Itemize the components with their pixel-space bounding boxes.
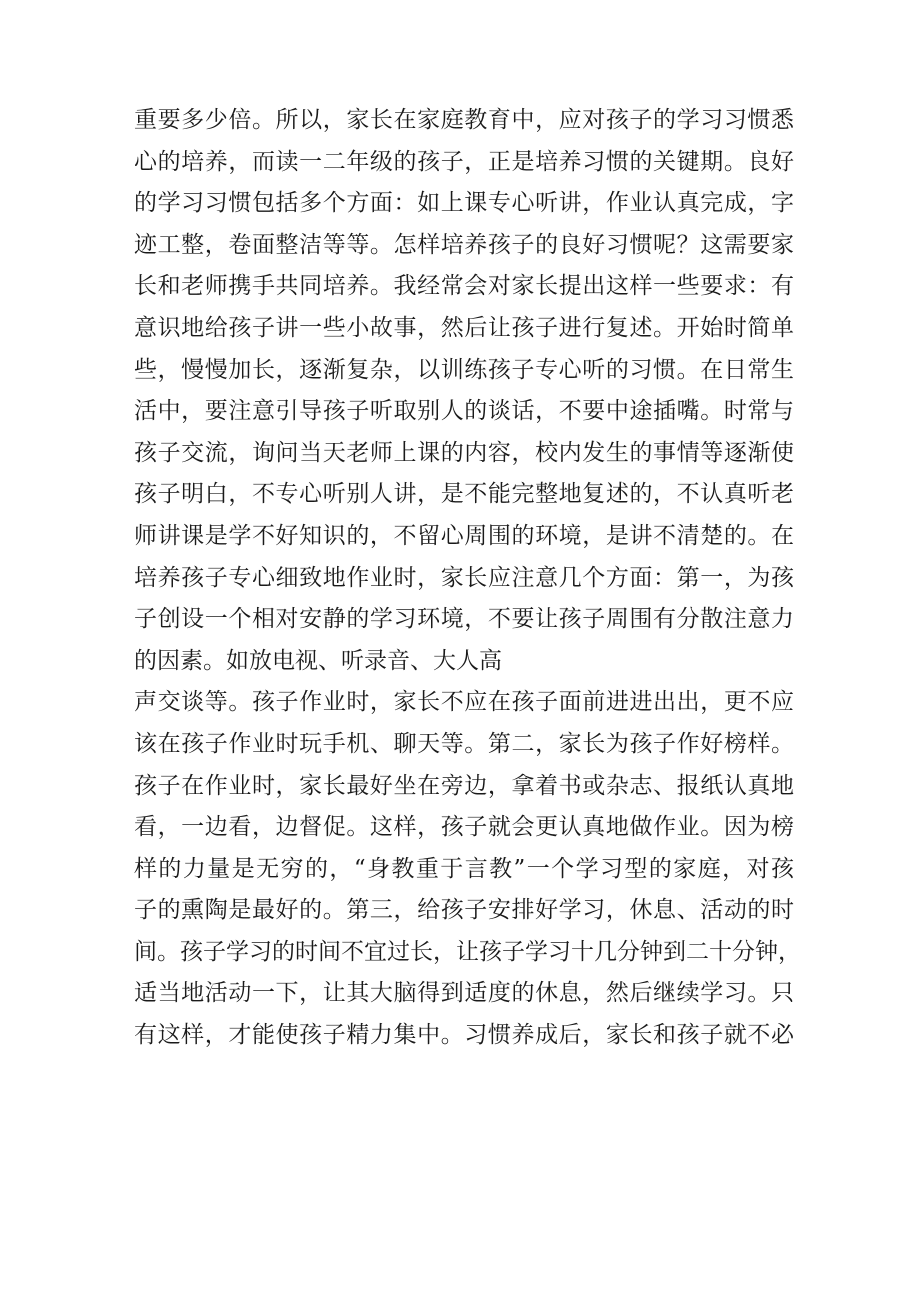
text-line: 心的培养，而读一二年级的孩子，正是培养习惯的关键期。良好 [134,148,794,175]
text-line: 该在孩子作业时玩手机、聊天等。第二，家长为孩子作好榜样。 [134,730,794,757]
text-line: 师讲课是学不好知识的，不留心周围的环境，是讲不清楚的。在 [134,522,794,549]
text-line: 子创设一个相对安静的学习环境，不要让孩子周围有分散注意力 [134,606,794,633]
text-line: 适当地活动一下，让其大脑得到适度的休息，然后继续学习。只 [134,980,794,1007]
text-line: 些，慢慢加长，逐渐复杂，以训练孩子专心听的习惯。在日常生 [134,356,794,383]
text-line: 长和老师携手共同培养。我经常会对家长提出这样一些要求：有 [134,273,794,300]
text-line: 活中，要注意引导孩子听取别人的谈话，不要中途插嘴。时常与 [134,398,794,425]
text-line: 迹工整，卷面整洁等等。怎样培养孩子的良好习惯呢？这需要家 [134,231,794,258]
text-line: 样的力量是无穷的，“身教重于言教”一个学习型的家庭，对孩 [134,855,794,882]
text-line: 的学习习惯包括多个方面：如上课专心听讲，作业认真完成，字 [134,190,794,217]
text-line: 孩子在作业时，家长最好坐在旁边，拿着书或杂志、报纸认真地 [134,772,794,799]
text-line: 间。孩子学习的时间不宜过长，让孩子学习十几分钟到二十分钟， [134,938,801,965]
text-line: 培养孩子专心细致地作业时，家长应注意几个方面：第一，为孩 [134,564,794,591]
text-line: 看，一边看，边督促。这样，孩子就会更认真地做作业。因为榜 [134,814,794,841]
text-line: 的因素。如放电视、听录音、大人高 [134,647,502,674]
text-line: 意识地给孩子讲一些小故事，然后让孩子进行复述。开始时简单 [134,314,794,341]
body-text [134,100,801,1057]
text-line: 孩子明白，不专心听别人讲，是不能完整地复述的，不认真听老 [134,481,794,508]
text-line: 声交谈等。孩子作业时，家长不应在孩子面前进进出出，更不应 [134,689,794,716]
text-line: 子的熏陶是最好的。第三，给孩子安排好学习，休息、活动的时 [134,897,794,924]
text-line: 有这样，才能使孩子精力集中。习惯养成后，家长和孩子就不必 [134,1022,794,1049]
text-line: 重要多少倍。所以，家长在家庭教育中，应对孩子的学习习惯悉 [134,107,794,133]
text-line: 孩子交流，询问当天老师上课的内容，校内发生的事情等逐渐使 [134,439,794,466]
